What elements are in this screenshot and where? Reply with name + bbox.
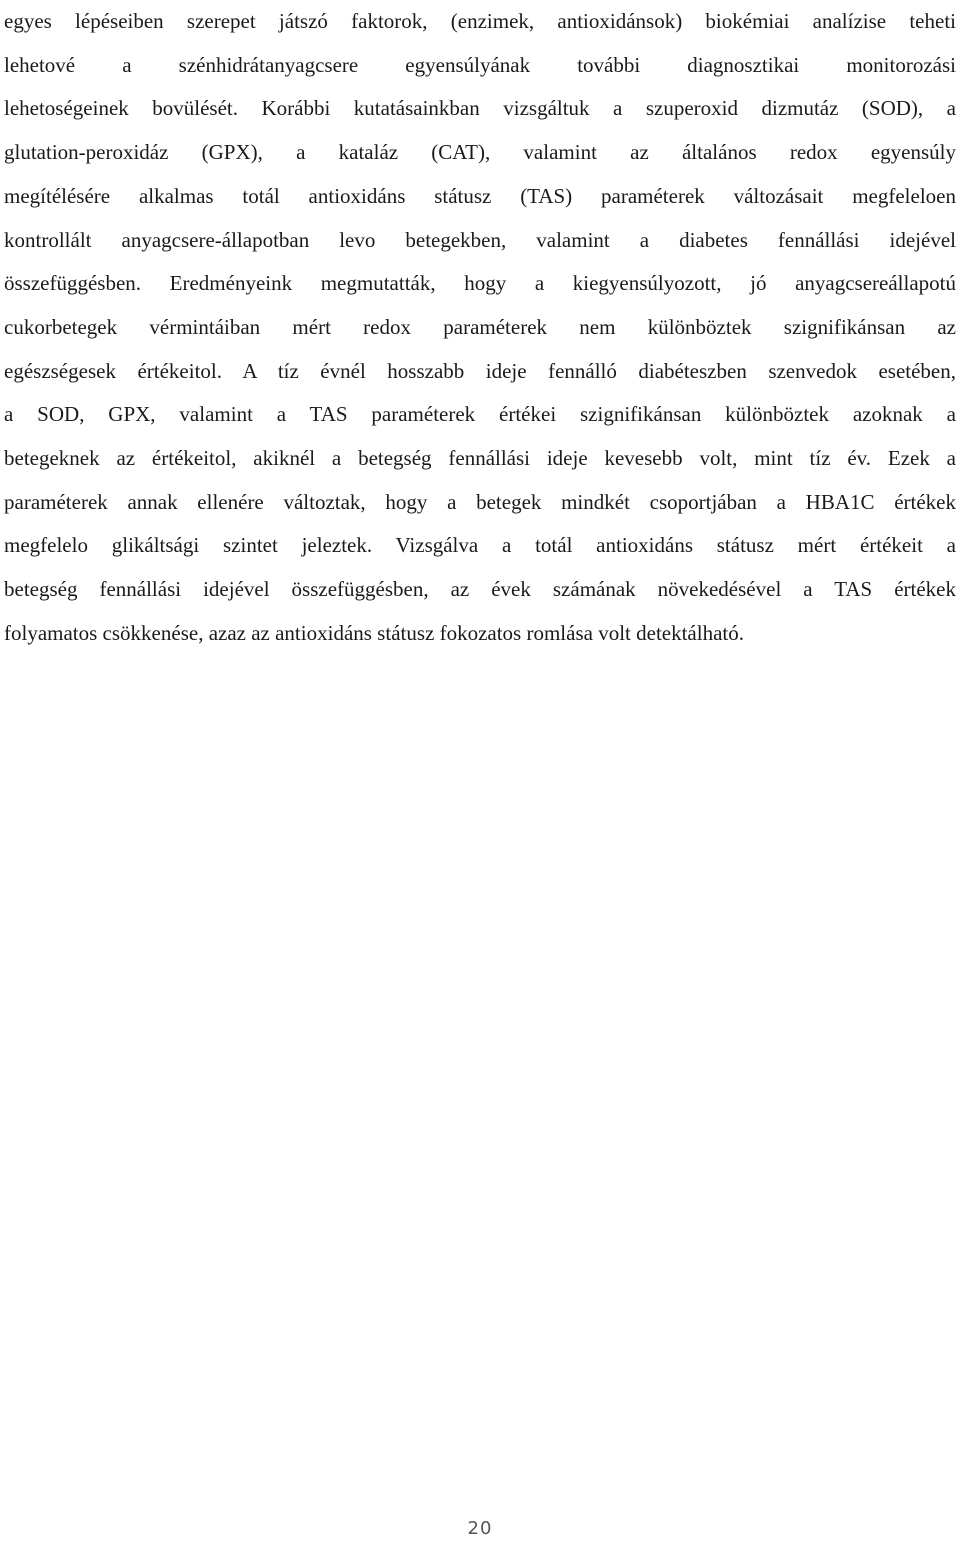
paragraph-line: betegeknek az értékeitol, akiknél a betegség fennállási ideje kevesebb volt, mint tíz év. Ezek a [4,446,956,471]
paragraph-line: egyes lépéseiben szerepet játszó faktorok, (enzimek, antioxidánsok) biokémiai analízise teheti [4,9,956,33]
paragraph-line: összefüggésben. Eredményeink megmutatták, hogy a kiegyensúlyozott, jó anyagcsereállapotú [4,271,956,296]
paragraph-line: betegség fennállási idejével összefüggésben, az évek számának növekedésével a TAS értékek [4,577,956,602]
paragraph-line: megítélésére alkalmas totál antioxidáns státusz (TAS) paraméterek változásait megfeleloen [4,183,956,208]
paragraph-line: folyamatos csökkenése, azaz az antioxidáns státusz fokozatos romlása volt detektálható. [4,620,744,645]
page-number: 20 [467,1518,493,1539]
paragraph-line: lehetové a szénhidrátanyagcsere egyensúlyának további diagnosztikai monitorozási [4,52,956,77]
paragraph-line: glutation-peroxidáz (GPX), a kataláz (CAT), valamint az általános redox egyensúly [4,140,956,165]
paragraph-line: kontrollált anyagcsere-állapotban levo betegekben, valamint a diabetes fennállási idejével [4,227,956,252]
paragraph-line: lehetoségeinek bovülését. Korábbi kutatásainkban vizsgáltuk a szuperoxid dizmutáz (SOD), a [4,96,956,121]
paragraph-line: cukorbetegek vérmintáiban mért redox paraméterek nem különböztek szignifikánsan az [4,314,956,339]
paragraph-line: a SOD, GPX, valamint a TAS paraméterek értékei szignifikánsan különböztek azoknak a [4,402,956,427]
paragraph-line: megfelelo glikáltsági szintet jeleztek. Vizsgálva a totál antioxidáns státusz mért értékeit a [4,533,956,558]
paragraph-line: egészségesek értékeitol. A tíz évnél hosszabb ideje fennálló diabéteszben szenvedok esetében, [4,358,956,383]
paragraph-line: paraméterek annak ellenére változtak, hogy a betegek mindkét csoportjában a HBA1C értékek [4,489,956,514]
body-paragraph [4,0,956,656]
